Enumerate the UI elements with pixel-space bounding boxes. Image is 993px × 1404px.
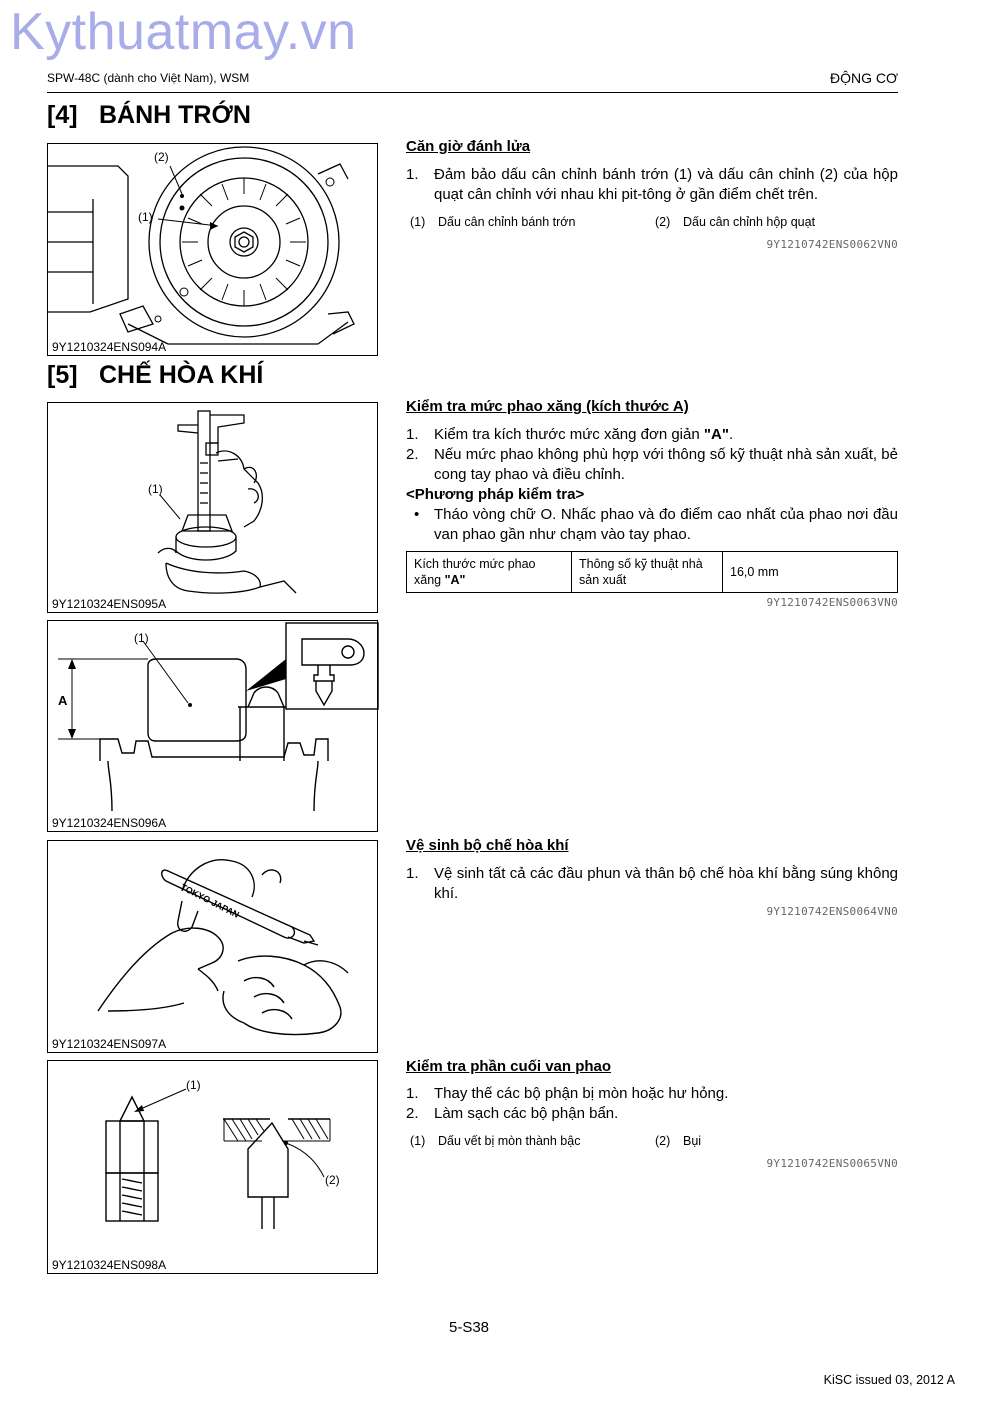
gun-lettering: TOKYO JAPAN: [179, 881, 241, 920]
figure-caption: 9Y1210324ENS094A: [52, 340, 167, 354]
figure-caption: 9Y1210324ENS097A: [52, 1037, 167, 1051]
legend-number: (2): [655, 1134, 671, 1148]
subheading-float-level: Kiểm tra mức phao xăng (kích thước A): [406, 398, 689, 415]
legend-number: (2): [655, 215, 671, 229]
reference-code: 9Y1210742ENS0065VN0: [766, 1157, 898, 1170]
legend-text: Dấu cân chỉnh bánh trớn: [438, 215, 576, 229]
list-text: Kiểm tra kích thước mức xăng đơn giản: [434, 426, 700, 443]
bullet-text: Tháo vòng chữ O. Nhấc phao và đo điểm cao nhất của phao nơi đầu van phao gần như chạm vào tay phao.: [434, 506, 898, 543]
table-row: [407, 552, 898, 593]
callout-label: (1): [148, 482, 163, 496]
caliper-drawing: [48, 403, 379, 614]
list-number: 2.: [406, 1105, 419, 1122]
section-heading: BÁNH TRỚN: [99, 101, 251, 129]
table-cell: 16,0 mm: [723, 552, 898, 593]
header-chapter: ĐỘNG CƠ: [829, 70, 898, 86]
bullet-icon: •: [414, 506, 420, 523]
air-gun-drawing: [48, 841, 379, 1054]
section-number: [4]: [47, 101, 78, 129]
method-heading: <Phương pháp kiểm tra>: [406, 486, 585, 503]
list-number: 2.: [406, 446, 419, 463]
list-item: [406, 1104, 898, 1124]
figure-flywheel: [47, 143, 378, 356]
spec-table: [406, 551, 898, 593]
section-title-flywheel: [47, 101, 251, 130]
list-text: Nếu mức phao không phù hợp với thông số kỹ thuật nhà sản xuất, bẻ cong tay phao và điều chỉnh.: [434, 446, 898, 483]
reference-code: 9Y1210742ENS0062VN0: [766, 238, 898, 251]
figure-caliper: [47, 402, 378, 613]
issue-note: KiSC issued 03, 2012 A: [823, 1373, 955, 1387]
list-number: 1.: [406, 865, 419, 882]
callout-label: (1): [186, 1078, 201, 1092]
list-item: [406, 864, 898, 904]
table-cell: [407, 552, 572, 593]
watermark: Kythuatmay.vn: [10, 3, 357, 61]
figure-float-dimension: [47, 620, 378, 832]
reference-code: 9Y1210742ENS0064VN0: [766, 905, 898, 918]
list-number: 1.: [406, 166, 419, 183]
legend-text: Dấu cân chỉnh hộp quạt: [683, 215, 816, 229]
figure-caption: 9Y1210324ENS096A: [52, 816, 167, 830]
legend-text: Dấu vết bị mòn thành bậc: [438, 1134, 581, 1148]
list-item: [406, 165, 898, 205]
cell-text: Kích thước mức phao xăng: [414, 557, 536, 587]
dimension-label: A: [58, 693, 68, 708]
subheading-carburetor-cleaning: Vệ sinh bộ chế hòa khí: [406, 837, 569, 854]
section-title-carburetor: [47, 361, 263, 390]
float-needle-drawing: [48, 1061, 379, 1275]
subheading-needle-check: Kiểm tra phần cuối van phao: [406, 1058, 612, 1075]
list-text: Làm sạch các bộ phận bẩn.: [434, 1105, 619, 1122]
list-text: Thay thế các bộ phận bị mòn hoặc hư hỏng.: [434, 1085, 729, 1102]
figure-caption: 9Y1210324ENS098A: [52, 1258, 167, 1272]
header-rule: [47, 92, 898, 93]
cell-bold-text: "A": [444, 573, 466, 587]
float-dimension-drawing: [48, 621, 379, 833]
callout-label: (1): [134, 631, 149, 645]
list-number: 1.: [406, 426, 419, 443]
bullet-item: [406, 505, 898, 545]
list-item: [406, 425, 898, 445]
legend-number: (1): [410, 1134, 426, 1148]
callout-label: (1): [138, 210, 153, 224]
figure-air-gun: [47, 840, 378, 1053]
figure-float-needle: [47, 1060, 378, 1274]
section-heading: CHẾ HÒA KHÍ: [99, 361, 264, 389]
callout-label: (2): [325, 1173, 340, 1187]
subheading-ignition-timing: Căn giờ đánh lửa: [406, 138, 531, 155]
callout-label: (2): [154, 150, 169, 164]
reference-code: 9Y1210742ENS0063VN0: [766, 596, 898, 609]
table-cell: Thông số kỹ thuật nhà sản xuất: [572, 552, 723, 593]
list-item: [406, 445, 898, 485]
figure-caption: 9Y1210324ENS095A: [52, 597, 167, 611]
page-number: 5-S38: [449, 1319, 490, 1336]
flywheel-drawing: [48, 144, 379, 357]
list-text-group: [434, 425, 898, 445]
dimension-a-label: "A": [703, 426, 729, 443]
legend-number: (1): [410, 215, 426, 229]
header-manual-title: SPW-48C (dành cho Việt Nam), WSM: [47, 71, 250, 85]
list-item: [406, 1084, 898, 1104]
legend-text: Bụi: [683, 1134, 702, 1148]
section-number: [5]: [47, 361, 78, 389]
list-text: Vệ sinh tất cả các đầu phun và thân bộ chế hòa khí bằng súng không khí.: [434, 865, 898, 902]
list-number: 1.: [406, 1085, 419, 1102]
list-text-end: .: [728, 426, 734, 443]
list-text: Đảm bảo dấu cân chỉnh bánh trớn (1) và dấu cân chỉnh (2) của hộp quạt cân chỉnh với nhau khi pit-tông ở gần điểm chết trên.: [434, 166, 898, 203]
